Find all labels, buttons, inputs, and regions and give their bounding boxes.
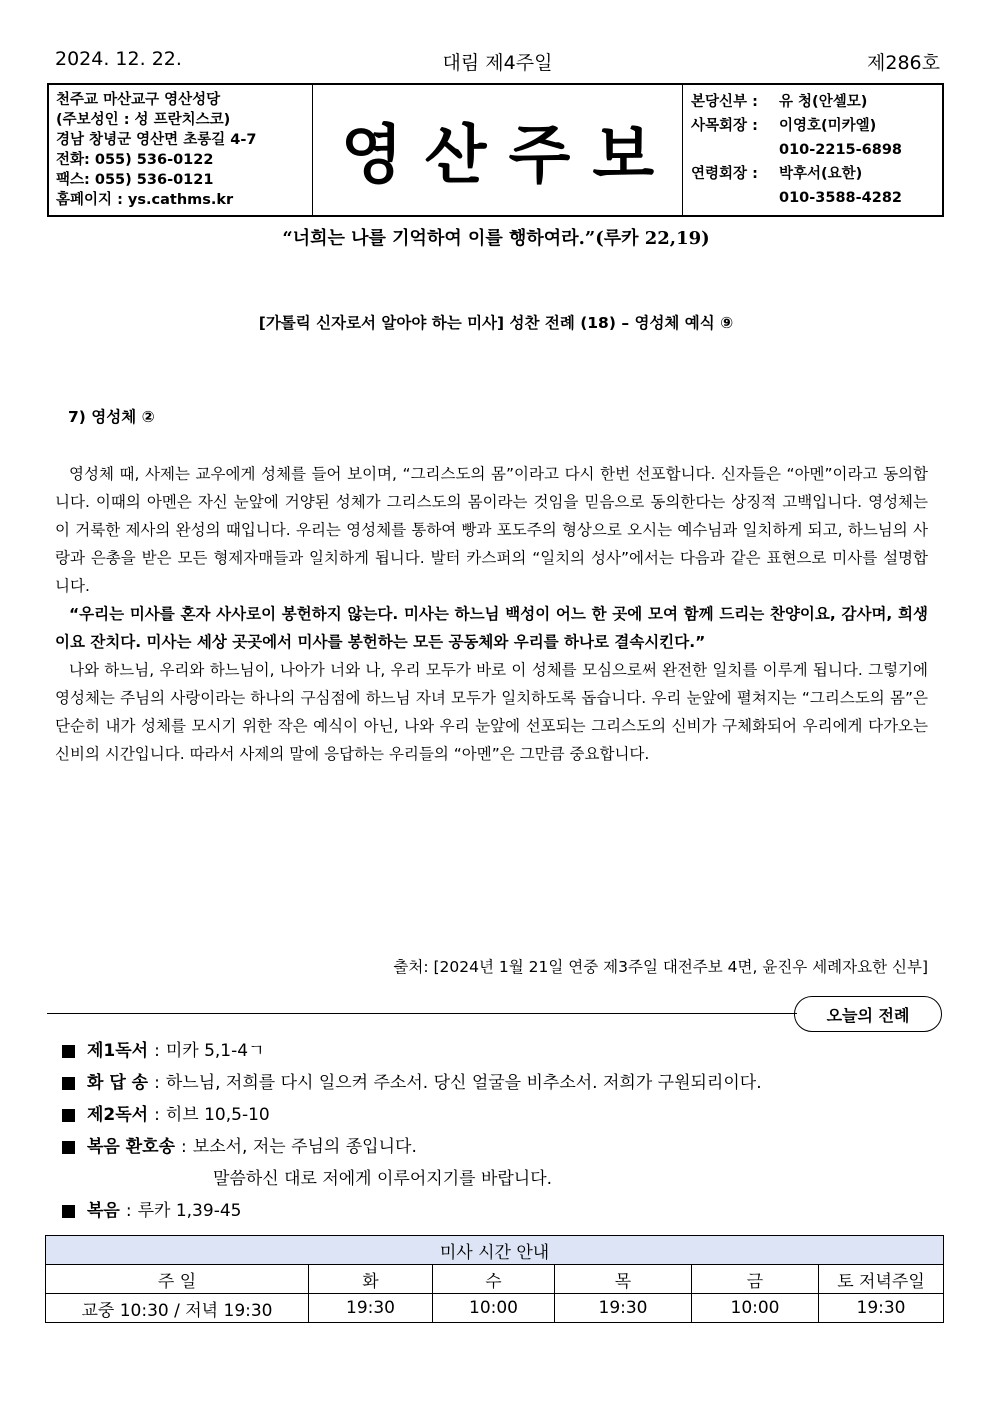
liturgical-week: 대림 제4주일 (442, 52, 553, 74)
staff-value: 박후서(요한) (779, 166, 863, 182)
reading-item (62, 1131, 922, 1163)
parish-name: 천주교 마산교구 영산성당 (56, 92, 221, 108)
staff-phone: 010-2215-6898 (779, 142, 903, 158)
separator: : (154, 1105, 160, 1125)
section-divider (47, 1013, 797, 1014)
bulletin-date: 2024. 12. 22. (55, 48, 182, 70)
table-row (46, 1294, 944, 1323)
staff-label: 연령회장 : (691, 166, 758, 182)
article-title: [가톨릭 신자로서 알아야 하는 미사] 성찬 전례 (18) – 영성체 예식 ⑨ (258, 314, 734, 332)
article-body (55, 460, 928, 768)
article-quote: “우리는 미사를 혼자 사사로이 봉헌하지 않는다. 미사는 하느님 백성이 어느 한 곳에 모여 함께 드리는 찬양이요, 감사며, 희생이요 잔치다. 미사는 세상 곳곳에서 미사를 봉헌하는 모든 공동체와 우리를 하나로 결속시킨다.” (55, 605, 928, 651)
staff-row (691, 138, 942, 162)
reading-label: 제2독서 (87, 1105, 149, 1125)
reading-label: 복음 (87, 1201, 120, 1221)
day-header: 화 (309, 1265, 433, 1294)
readings-list (62, 1035, 922, 1227)
scripture-verse: “너희는 나를 기억하여 이를 행하여라.”(루카 22,19) (282, 228, 710, 249)
bullet-square-icon (62, 1109, 75, 1122)
reading-value: 히브 10,5-10 (165, 1105, 270, 1125)
issue-number: 제286호 (867, 52, 940, 74)
day-header: 토 저녁주일 (819, 1265, 944, 1294)
reading-value: 하느님, 저희를 다시 일으켜 주소서. 당신 얼굴을 비추소서. 저희가 구원되리이다. (165, 1073, 762, 1093)
reading-label: 화 답 송 (87, 1073, 149, 1093)
mass-time: 19:30 (309, 1294, 433, 1323)
separator: : (125, 1201, 132, 1221)
bullet-square-icon (62, 1205, 75, 1218)
mass-schedule-title: 미사 시간 안내 (46, 1236, 944, 1265)
top-line (55, 48, 940, 76)
parish-info (49, 85, 313, 215)
parish-address: 경남 창녕군 영산면 초롱길 4-7 (56, 132, 257, 148)
day-header: 목 (555, 1265, 692, 1294)
article-source: 출처: [2024년 1월 21일 연중 제3주일 대전주보 4면, 윤진우 세례자요한 신부] (393, 958, 928, 976)
mass-time: 19:30 (555, 1294, 692, 1323)
staff-label (691, 186, 779, 210)
staff-row (691, 186, 942, 210)
staff-label: 본당신부 : (691, 94, 758, 110)
masthead (47, 83, 944, 217)
staff-row (691, 114, 942, 138)
day-header: 금 (692, 1265, 819, 1294)
day-header: 수 (433, 1265, 555, 1294)
reading-label: 제1독서 (87, 1041, 149, 1061)
mass-time: 10:00 (692, 1294, 819, 1323)
staff-label: 사목회장 : (691, 118, 758, 134)
mass-schedule-table (45, 1235, 944, 1323)
bullet-square-icon (62, 1045, 75, 1058)
parish-homepage[interactable]: 홈페이지 : ys.cathms.kr (56, 192, 234, 208)
patron-saint: (주보성인 : 성 프란치스코) (56, 112, 231, 128)
separator: : (154, 1073, 160, 1093)
staff-phone: 010-3588-4282 (779, 190, 903, 206)
reading-label: 복음 환호송 (87, 1137, 176, 1157)
mass-time: 19:30 (819, 1294, 944, 1323)
staff-value: 유 청(안셀모) (779, 94, 868, 110)
staff-label (691, 138, 779, 162)
masthead-title-box (313, 85, 683, 215)
bulletin-title: 영산주보 (340, 118, 677, 193)
liturgy-badge: 오늘의 전례 (794, 996, 942, 1032)
staff-row (691, 162, 942, 186)
article-subhead: 7) 영성체 ② (68, 408, 155, 426)
parish-fax: 팩스: 055) 536-0121 (56, 172, 214, 188)
day-header: 주 일 (46, 1265, 309, 1294)
bullet-square-icon (62, 1141, 75, 1154)
reading-item (62, 1067, 922, 1099)
separator: : (181, 1137, 187, 1157)
reading-item (62, 1099, 922, 1131)
article-paragraph: 나와 하느님, 우리와 하느님이, 나아가 너와 나, 우리 모두가 바로 이 성체를 모심으로써 완전한 일치를 이루게 됩니다. 그렇기에 영성체는 주님의 사랑이라는 하나의 구심점에 하느님 자녀 모두가 일치하도록 돕습니다. 우리 눈앞에 펼쳐지는 “그리스도의 몸”은 단순히 내가 성체를 모시기 위한 작은 예식이 아닌, 나와 우리 눈앞에 선포되는 그리스도의 신비가 구체화되어 우리에게 다가오는 신비의 시간입니다. 따라서 사제의 말에 응답하는 우리들의 “아멘”은 그만큼 중요합니다. (55, 661, 928, 763)
mass-time: 교중 10:30 / 저녁 19:30 (46, 1294, 309, 1323)
staff-row (691, 90, 942, 114)
reading-value: 미카 5,1-4ㄱ (165, 1041, 265, 1061)
staff-info (683, 85, 942, 215)
article-paragraph: 영성체 때, 사제는 교우에게 성체를 들어 보이며, “그리스도의 몸”이라고 다시 한번 선포합니다. 신자들은 “아멘”이라고 동의합니다. 이때의 아멘은 자신 눈앞에 거양된 성체가 그리스도의 몸이라는 것임을 믿음으로 동의한다는 상징적 고백입니다. 영성체는 이 거룩한 제사의 완성의 때입니다. 우리는 영성체를 통하여 빵과 포도주의 형상으로 오시는 예수님과 일치하게 되고, 하느님의 사랑과 은총을 받은 모든 형제자매들과 일치하게 됩니다. 발터 카스퍼의 “일치의 성사”에서는 다음과 같은 표현으로 미사를 설명합니다. (55, 465, 928, 595)
staff-value: 이영호(미카엘) (779, 118, 877, 134)
parish-phone: 전화: 055) 536-0122 (56, 152, 214, 168)
table-row (46, 1265, 944, 1294)
reading-continuation: 말씀하신 대로 저에게 이루어지기를 바랍니다. (213, 1169, 553, 1189)
reading-value: 루카 1,39-45 (137, 1201, 242, 1221)
bullet-square-icon (62, 1077, 75, 1090)
mass-time: 10:00 (433, 1294, 555, 1323)
separator: : (154, 1041, 160, 1061)
reading-item (62, 1195, 922, 1227)
reading-item (62, 1035, 922, 1067)
reading-value: 보소서, 저는 주님의 종입니다. (192, 1137, 417, 1157)
